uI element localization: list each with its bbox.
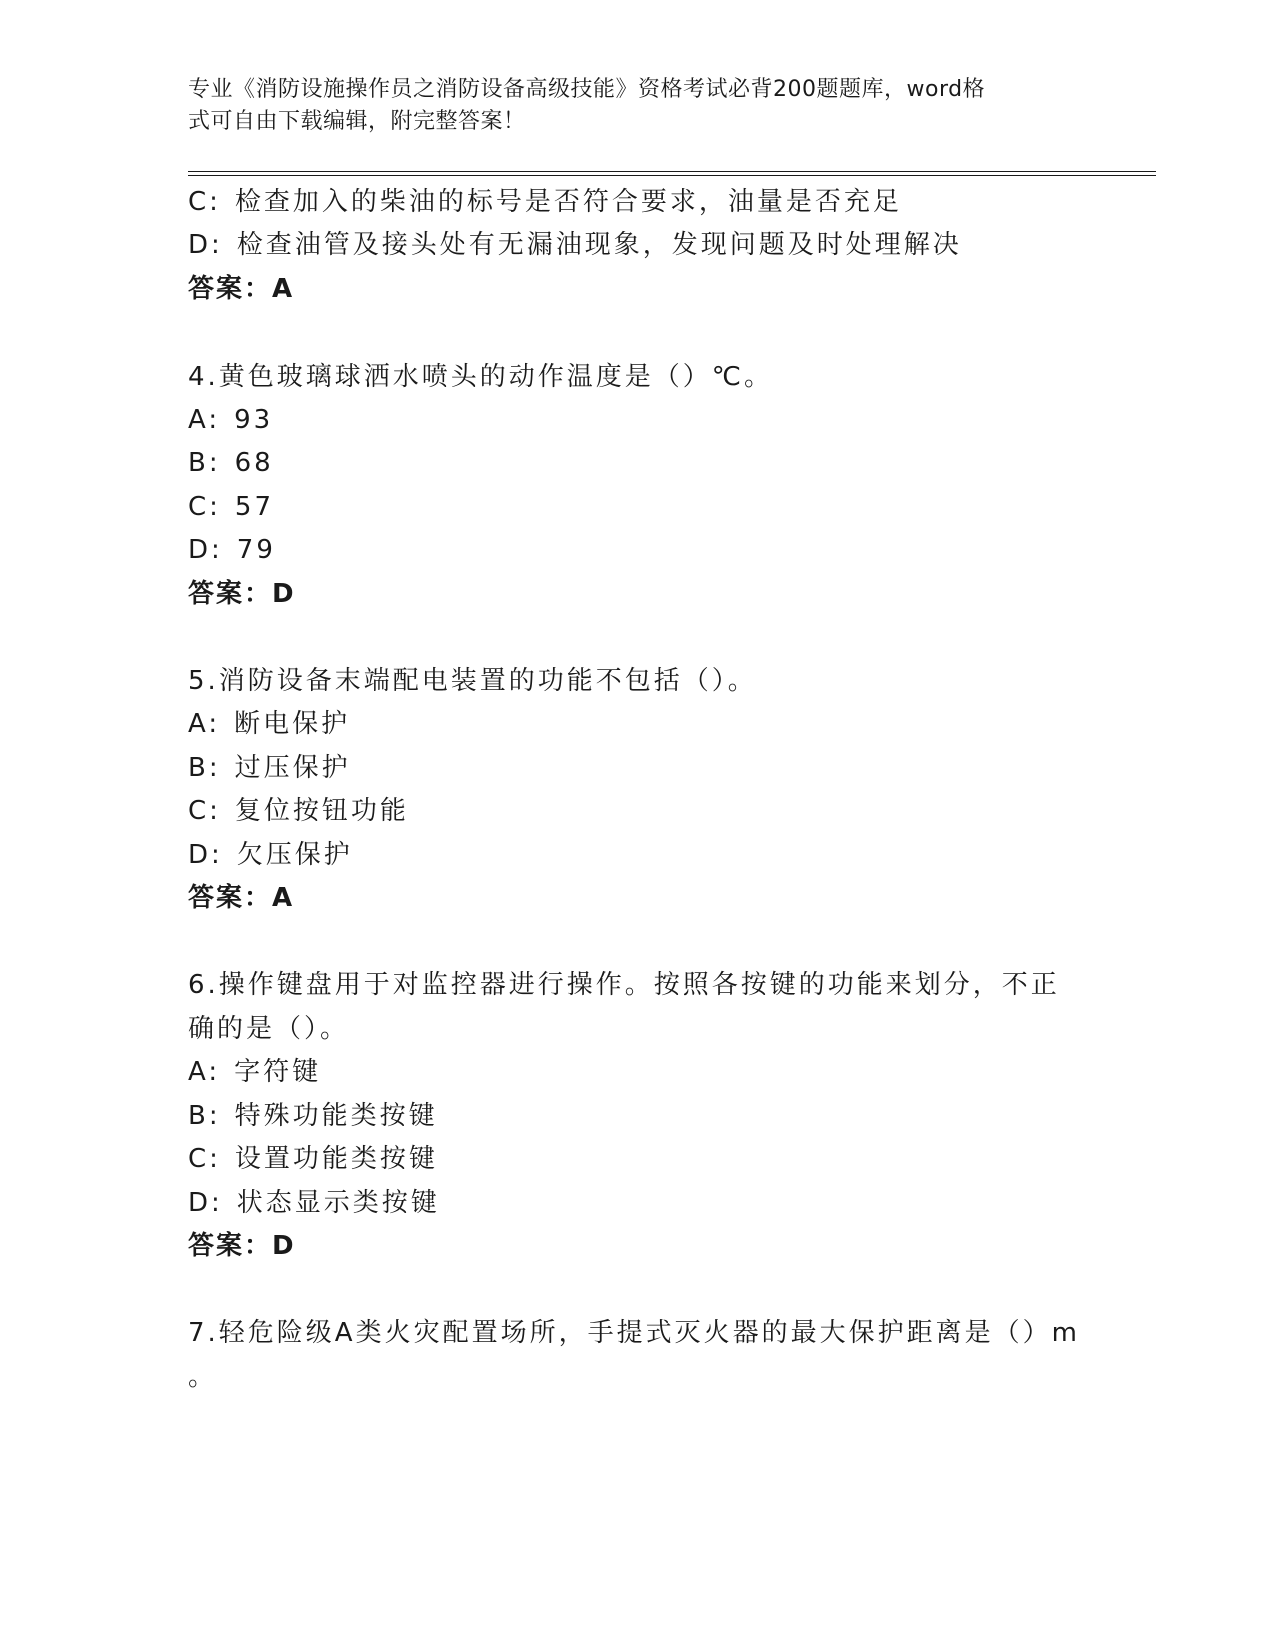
option-label: D: (188, 1188, 223, 1218)
option-label: C: (188, 492, 221, 522)
option-label: C: (188, 187, 221, 217)
option-text: 93 (234, 405, 274, 435)
q6-option-d (188, 1183, 440, 1223)
q6-stem-line-2: 确的是（）。 (188, 1014, 350, 1044)
header-line-1: 专业《消防设施操作员之消防设备高级技能》资格考试必背200题题库，word格 (188, 77, 986, 102)
option-label: A: (188, 709, 221, 739)
option-label: B: (188, 1101, 221, 1131)
document-header (188, 74, 1068, 138)
option-text: 57 (234, 492, 275, 522)
q3-answer: 答案：A (188, 274, 295, 304)
q4-option-b (188, 443, 274, 483)
q5-option-d (188, 835, 353, 875)
q5-answer: 答案：A (188, 883, 295, 913)
option-text: 检查油管及接头处有无漏油现象，发现问题及时处理解决 (236, 230, 962, 260)
q4-option-a (188, 400, 273, 440)
option-text: 过压保护 (234, 753, 351, 783)
option-text: 字符键 (234, 1057, 322, 1087)
q7-stem-line-1: 7.轻危险级A类火灾配置场所，手提式灭火器的最大保护距离是（）m (188, 1318, 1080, 1348)
option-text: 特殊功能类按键 (234, 1101, 438, 1131)
header-rule-top (188, 171, 1156, 172)
option-text: 断电保护 (234, 709, 351, 739)
option-text: 79 (236, 535, 276, 565)
option-label: D: (188, 230, 223, 260)
q6-stem-line-1: 6.操作键盘用于对监控器进行操作。按照各按键的功能来划分，不正 (188, 970, 1060, 1000)
q6-option-b (188, 1096, 438, 1136)
q6-answer: 答案：D (188, 1231, 296, 1261)
option-text: 设置功能类按键 (234, 1144, 438, 1174)
q4-stem: 4.黄色玻璃球洒水喷头的动作温度是（）℃。 (188, 362, 774, 392)
q6-option-a (188, 1052, 321, 1092)
q3-option-c (188, 182, 902, 222)
option-label: C: (188, 796, 221, 826)
q4-option-d (188, 530, 276, 570)
header-rule-bottom (188, 175, 1156, 176)
option-label: D: (188, 535, 223, 565)
option-text: 复位按钮功能 (234, 796, 409, 826)
q4-option-c (188, 487, 274, 527)
q5-stem: 5.消防设备末端配电装置的功能不包括（）。 (188, 666, 757, 696)
q5-option-a (188, 704, 350, 744)
q3-option-d (188, 225, 962, 265)
option-label: D: (188, 840, 223, 870)
option-text: 状态显示类按键 (236, 1188, 440, 1218)
q5-option-b (188, 748, 351, 788)
header-line-2: 式可自由下载编辑，附完整答案！ (188, 109, 526, 134)
option-text: 欠压保护 (236, 840, 353, 870)
option-text: 检查加入的柴油的标号是否符合要求，油量是否充足 (234, 187, 902, 217)
q6-option-c (188, 1139, 438, 1179)
option-label: B: (188, 753, 221, 783)
option-label: C: (188, 1144, 221, 1174)
q4-answer: 答案：D (188, 579, 296, 609)
q5-option-c (188, 791, 409, 831)
option-label: A: (188, 405, 221, 435)
option-label: B: (188, 448, 221, 478)
q7-stem-line-2: 。 (188, 1362, 218, 1392)
option-text: 68 (234, 448, 274, 478)
option-label: A: (188, 1057, 221, 1087)
